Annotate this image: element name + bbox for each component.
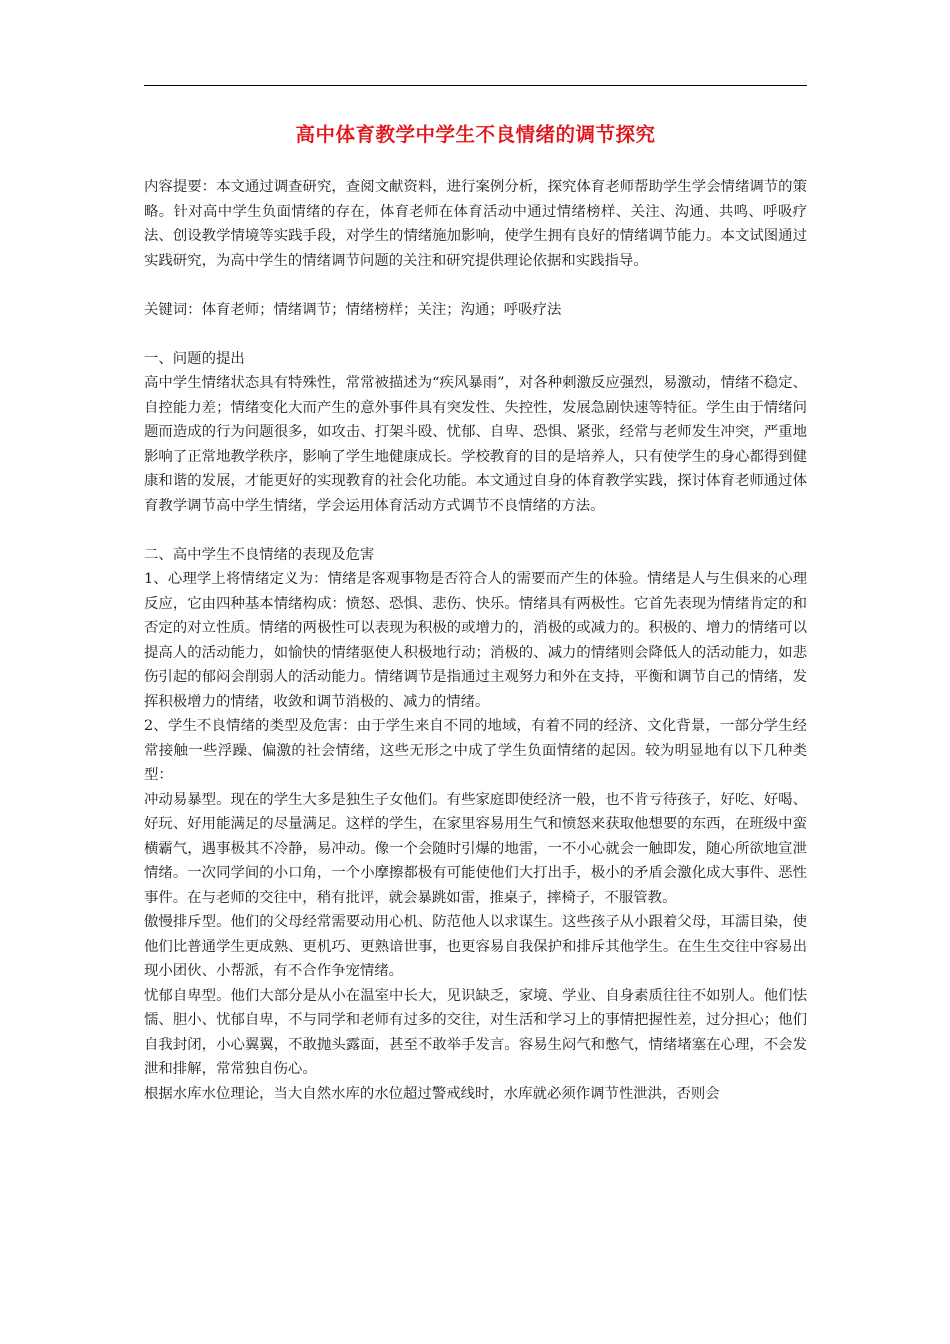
paragraph-spacer <box>144 518 807 543</box>
body-paragraph: 忧郁自卑型。他们大部分是从小在温室中长大，见识缺乏，家境、学业、自身素质往往不如别人。他们怯懦、胆小、忧郁自卑，不与同学和老师有过多的交往，对生活和学习上的事情把握性差，过分担心；他们自我封闭，小心翼翼，不敢抛头露面，甚至不敢举手发言。容易生闷气和憋气，情绪堵塞在心理，不会发泄和排解，常常独自伤心。 <box>144 987 807 1077</box>
paragraph-spacer <box>144 322 807 347</box>
keywords-line: 关键词：体育老师；情绪调节；情绪榜样；关注；沟通；呼吸疗法 <box>144 301 562 318</box>
body-paragraph: 高中学生情绪状态具有特殊性，常常被描述为“疾风暴雨”，对各种刺激反应强烈，易激动，情绪不稳定、自控能力差；情绪变化大而产生的意外事件具有突发性、失控性，发展急剧快速等特征。学生由于情绪问题而造成的行为问题很多，如攻击、打架斗殴、忧郁、自卑、恐惧、紧张，经常与老师发生冲突，严重地影响了正常地教学秩序，影响了学生地健康成长。学校教育的目的是培养人，只有使学生的身心都得到健康和谐的发展，才能更好的实现教育的社会化功能。本文通过自身的体育教学实践，探讨体育老师通过体育教学调节高中学生情绪，学会运用体育活动方式调节不良情绪的方法。 <box>144 375 807 514</box>
body-paragraph: 1、心理学上将情绪定义为：情绪是客观事物是否符合人的需要而产生的体验。情绪是人与生俱来的心理反应，它由四种基本情绪构成：愤怒、恐惧、悲伤、快乐。情绪具有两极性。它首先表现为情绪肯定的和否定的对立性质。情绪的两极性可以表现为积极的或增力的，消极的或减力的。积极的、增力的情绪可以提高人的活动能力，如愉快的情绪驱使人积极地行动；消极的、减力的情绪则会降低人的活动能力，如悲伤引起的郁闷会削弱人的活动能力。情绪调节是指通过主观努力和外在支持，平衡和调节自己的情绪，发挥积极增力的情绪，收敛和调节消极的、减力的情绪。 <box>144 571 807 710</box>
document-page <box>144 0 807 1344</box>
section-heading: 一、问题的提出 <box>144 350 245 367</box>
abstract-paragraph: 内容提要：本文通过调查研究，查阅文献资料，进行案例分析，探究体育老师帮助学生学会情绪调节的策略。针对高中学生负面情绪的存在，体育老师在体育活动中通过情绪榜样、关注、沟通、共鸣、呼吸疗法、创设教学情境等实践手段，对学生的情绪施加影响，使学生拥有良好的情绪调节能力。本文试图通过实践研究，为高中学生的情绪调节问题的关注和研究提供理论依据和实践指导。 <box>144 179 807 269</box>
header-rule <box>144 85 807 86</box>
body-paragraph: 冲动易暴型。现在的学生大多是独生子女他们。有些家庭即使经济一般，也不肯亏待孩子，好吃、好喝、好玩、好用能满足的尽量满足。这样的学生，在家里容易用生气和愤怒来获取他想要的东西，在班级中蛮横霸气，遇事极其不冷静，易冲动。像一个会随时引爆的地雷，一不小心就会一触即发，随心所欲地宣泄情绪。一次同学间的小口角，一个小摩擦都极有可能使他们大打出手，极小的矛盾会激化成大事件、恶性事件。在与老师的交往中，稍有批评，就会暴跳如雷，推桌子，摔椅子，不服管教。 <box>144 791 807 906</box>
body-paragraph: 傲慢排斥型。他们的父母经常需要动用心机、防范他人以求谋生。这些孩子从小跟着父母，耳濡目染，使他们比普通学生更成熟、更机巧、更熟谙世事，也更容易自我保护和排斥其他学生。在生生交往中容易出现小团伙、小帮派，有不合作争宠情绪。 <box>144 914 807 979</box>
document-title: 高中体育教学中学生不良情绪的调节探究 <box>295 123 656 146</box>
section-heading: 二、高中学生不良情绪的表现及危害 <box>144 546 375 563</box>
body-paragraph: 2、学生不良情绪的类型及危害：由于学生来自不同的地域，有着不同的经济、文化背景，一部分学生经常接触一些浮躁、偏激的社会情绪，这些无形之中成了学生负面情绪的起因。较为明显地有以下几种类型： <box>144 718 807 783</box>
document-body <box>144 175 807 1106</box>
paragraph-spacer <box>144 273 807 298</box>
body-paragraph: 根据水库水位理论，当大自然水库的水位超过警戒线时，水库就必须作调节性泄洪，否则会 <box>144 1085 720 1102</box>
